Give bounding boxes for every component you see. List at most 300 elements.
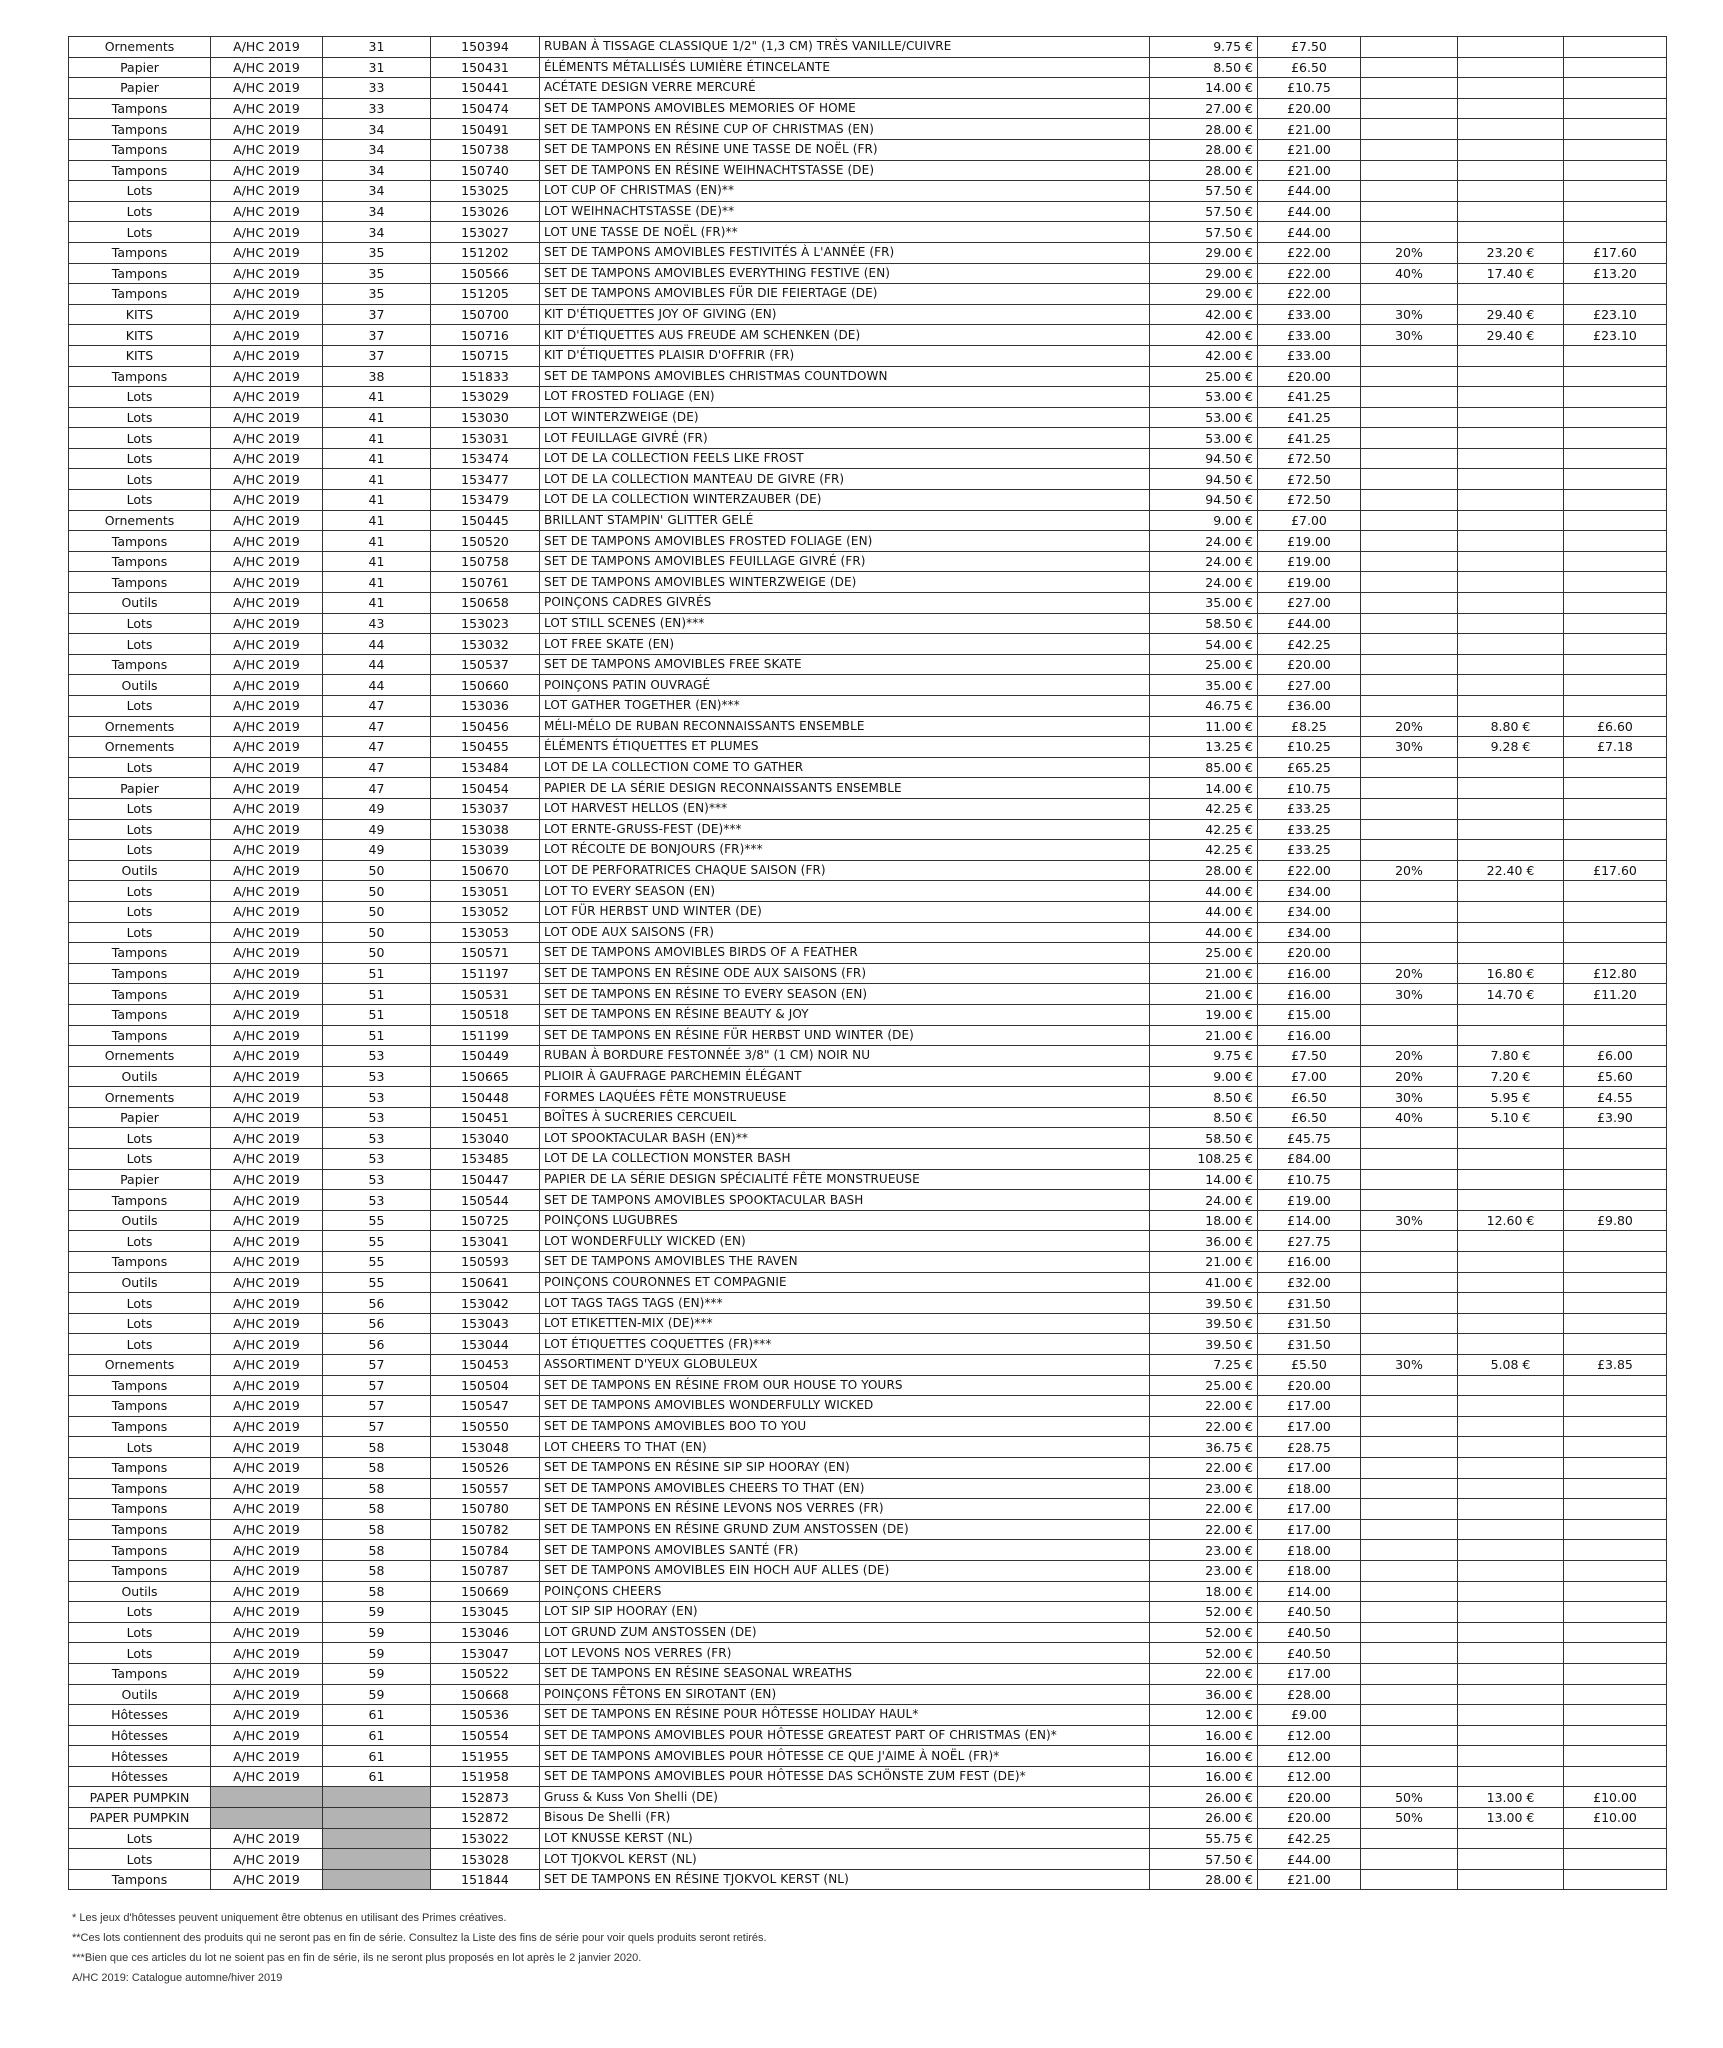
catalogue-cell: A/HC 2019 (211, 1766, 323, 1787)
table-row (69, 78, 1667, 99)
sale-price-eur-cell: 5.08 € (1458, 1355, 1564, 1376)
discount-percent-cell (1361, 901, 1458, 922)
catalogue-cell: A/HC 2019 (211, 1540, 323, 1561)
category-cell: Outils (69, 1581, 211, 1602)
discount-percent-cell (1361, 1828, 1458, 1849)
price-gbp-cell: £27.00 (1258, 593, 1361, 614)
price-eur-cell: 25.00 € (1150, 1375, 1258, 1396)
catalogue-cell: A/HC 2019 (211, 1499, 323, 1520)
price-gbp-cell: £18.00 (1258, 1560, 1361, 1581)
discount-percent-cell (1361, 345, 1458, 366)
catalogue-cell: A/HC 2019 (211, 1046, 323, 1067)
discount-percent-cell (1361, 1375, 1458, 1396)
price-eur-cell: 39.50 € (1150, 1334, 1258, 1355)
discount-percent-cell (1361, 1128, 1458, 1149)
sale-price-gbp-cell: £6.00 (1564, 1046, 1667, 1067)
table-row (69, 98, 1667, 119)
sale-price-gbp-cell: £3.90 (1564, 1107, 1667, 1128)
page-number-cell: 38 (323, 366, 431, 387)
description-cell: POINÇONS CADRES GIVRÉS (540, 593, 1150, 614)
page-number-cell: 57 (323, 1375, 431, 1396)
sale-price-eur-cell (1458, 1581, 1564, 1602)
table-row (69, 1025, 1667, 1046)
price-eur-cell: 29.00 € (1150, 263, 1258, 284)
table-row (69, 716, 1667, 737)
price-eur-cell: 22.00 € (1150, 1519, 1258, 1540)
page-number-cell: 58 (323, 1478, 431, 1499)
category-cell: Lots (69, 1622, 211, 1643)
price-gbp-cell: £72.50 (1258, 490, 1361, 511)
page-number-cell: 61 (323, 1746, 431, 1767)
category-cell: Lots (69, 1128, 211, 1149)
sale-price-gbp-cell: £5.60 (1564, 1066, 1667, 1087)
item-number-cell: 150394 (431, 37, 540, 58)
catalogue-cell: A/HC 2019 (211, 1210, 323, 1231)
page-number-cell: 41 (323, 387, 431, 408)
discount-percent-cell (1361, 181, 1458, 202)
page-number-cell: 55 (323, 1272, 431, 1293)
page-number-cell (323, 1808, 431, 1829)
sale-price-eur-cell (1458, 1499, 1564, 1520)
item-number-cell: 150456 (431, 716, 540, 737)
discount-percent-cell (1361, 531, 1458, 552)
price-gbp-cell: £44.00 (1258, 1849, 1361, 1870)
catalogue-cell: A/HC 2019 (211, 757, 323, 778)
description-cell: POINÇONS LUGUBRES (540, 1210, 1150, 1231)
category-cell: Lots (69, 819, 211, 840)
category-cell: Outils (69, 1066, 211, 1087)
price-gbp-cell: £22.00 (1258, 263, 1361, 284)
discount-percent-cell (1361, 840, 1458, 861)
description-cell: LOT RÉCOLTE DE BONJOURS (FR)*** (540, 840, 1150, 861)
item-number-cell: 151844 (431, 1869, 540, 1890)
sale-price-eur-cell (1458, 1602, 1564, 1623)
discount-percent-cell (1361, 366, 1458, 387)
discount-percent-cell (1361, 1149, 1458, 1170)
page-number-cell: 58 (323, 1437, 431, 1458)
description-cell: MÉLI-MÉLO DE RUBAN RECONNAISSANTS ENSEMBLE (540, 716, 1150, 737)
item-number-cell: 150571 (431, 943, 540, 964)
description-cell: LOT ODE AUX SAISONS (FR) (540, 922, 1150, 943)
page-number-cell: 55 (323, 1252, 431, 1273)
category-cell: Tampons (69, 1025, 211, 1046)
discount-percent-cell (1361, 78, 1458, 99)
catalogue-cell: A/HC 2019 (211, 1602, 323, 1623)
price-gbp-cell: £31.50 (1258, 1293, 1361, 1314)
item-number-cell: 150537 (431, 654, 540, 675)
description-cell: PAPIER DE LA SÉRIE DESIGN RECONNAISSANTS ENSEMBLE (540, 778, 1150, 799)
page-number-cell: 33 (323, 98, 431, 119)
table-row (69, 531, 1667, 552)
description-cell: POINÇONS PATIN OUVRAGÉ (540, 675, 1150, 696)
description-cell: LOT ERNTE-GRUSS-FEST (DE)*** (540, 819, 1150, 840)
price-gbp-cell: £20.00 (1258, 366, 1361, 387)
page-number-cell: 57 (323, 1416, 431, 1437)
table-row (69, 1581, 1667, 1602)
price-gbp-cell: £20.00 (1258, 98, 1361, 119)
page-number-cell: 47 (323, 716, 431, 737)
item-number-cell: 150451 (431, 1107, 540, 1128)
discount-percent-cell: 30% (1361, 1087, 1458, 1108)
discount-percent-cell: 40% (1361, 1107, 1458, 1128)
table-row (69, 1190, 1667, 1211)
sale-price-eur-cell (1458, 593, 1564, 614)
discount-percent-cell (1361, 1231, 1458, 1252)
table-row (69, 943, 1667, 964)
item-number-cell: 150448 (431, 1087, 540, 1108)
sale-price-gbp-cell (1564, 139, 1667, 160)
price-gbp-cell: £7.00 (1258, 1066, 1361, 1087)
price-gbp-cell: £33.00 (1258, 345, 1361, 366)
price-gbp-cell: £45.75 (1258, 1128, 1361, 1149)
category-cell: Lots (69, 901, 211, 922)
catalogue-cell: A/HC 2019 (211, 1169, 323, 1190)
price-gbp-cell: £44.00 (1258, 222, 1361, 243)
table-row (69, 1004, 1667, 1025)
item-number-cell: 153032 (431, 634, 540, 655)
discount-percent-cell (1361, 1746, 1458, 1767)
description-cell: Bisous De Shelli (FR) (540, 1808, 1150, 1829)
table-row (69, 1087, 1667, 1108)
page-number-cell: 50 (323, 860, 431, 881)
price-gbp-cell: £34.00 (1258, 901, 1361, 922)
description-cell: SET DE TAMPONS EN RÉSINE CUP OF CHRISTMAS (EN) (540, 119, 1150, 140)
price-eur-cell: 29.00 € (1150, 242, 1258, 263)
table-row (69, 1746, 1667, 1767)
catalogue-cell: A/HC 2019 (211, 181, 323, 202)
category-cell: Papier (69, 78, 211, 99)
sale-price-eur-cell (1458, 201, 1564, 222)
item-number-cell: 153037 (431, 798, 540, 819)
sale-price-eur-cell: 12.60 € (1458, 1210, 1564, 1231)
price-gbp-cell: £21.00 (1258, 119, 1361, 140)
table-row (69, 963, 1667, 984)
sale-price-eur-cell (1458, 222, 1564, 243)
sale-price-eur-cell (1458, 57, 1564, 78)
discount-percent-cell (1361, 160, 1458, 181)
price-gbp-cell: £34.00 (1258, 922, 1361, 943)
catalogue-cell: A/HC 2019 (211, 1416, 323, 1437)
catalogue-cell: A/HC 2019 (211, 1560, 323, 1581)
catalogue-cell: A/HC 2019 (211, 448, 323, 469)
category-cell: Tampons (69, 119, 211, 140)
sale-price-gbp-cell: £23.10 (1564, 325, 1667, 346)
category-cell: Tampons (69, 1560, 211, 1581)
category-cell: Tampons (69, 284, 211, 305)
description-cell: LOT FÜR HERBST UND WINTER (DE) (540, 901, 1150, 922)
category-cell: Tampons (69, 242, 211, 263)
discount-percent-cell (1361, 922, 1458, 943)
price-eur-cell: 42.25 € (1150, 840, 1258, 861)
table-row (69, 1149, 1667, 1170)
sale-price-gbp-cell (1564, 1396, 1667, 1417)
item-number-cell: 150668 (431, 1684, 540, 1705)
description-cell: LOT UNE TASSE DE NOËL (FR)** (540, 222, 1150, 243)
sale-price-eur-cell (1458, 284, 1564, 305)
sale-price-eur-cell (1458, 428, 1564, 449)
item-number-cell: 153025 (431, 181, 540, 202)
price-eur-cell: 58.50 € (1150, 1128, 1258, 1149)
sale-price-gbp-cell (1564, 119, 1667, 140)
price-gbp-cell: £31.50 (1258, 1334, 1361, 1355)
catalogue-cell: A/HC 2019 (211, 1437, 323, 1458)
page-number-cell: 51 (323, 984, 431, 1005)
item-number-cell: 151202 (431, 242, 540, 263)
category-cell: Lots (69, 1643, 211, 1664)
category-cell: KITS (69, 325, 211, 346)
page-number-cell: 61 (323, 1766, 431, 1787)
category-cell: Ornements (69, 716, 211, 737)
page-number-cell: 61 (323, 1725, 431, 1746)
category-cell: Lots (69, 798, 211, 819)
price-gbp-cell: £16.00 (1258, 1252, 1361, 1273)
price-gbp-cell: £19.00 (1258, 551, 1361, 572)
category-cell: Lots (69, 490, 211, 511)
description-cell: LOT DE LA COLLECTION MANTEAU DE GIVRE (FR) (540, 469, 1150, 490)
description-cell: LOT KNUSSE KERST (NL) (540, 1828, 1150, 1849)
category-cell: Lots (69, 448, 211, 469)
catalogue-cell: A/HC 2019 (211, 1663, 323, 1684)
price-gbp-cell: £10.75 (1258, 78, 1361, 99)
sale-price-eur-cell (1458, 1643, 1564, 1664)
item-number-cell: 150784 (431, 1540, 540, 1561)
discount-percent-cell (1361, 119, 1458, 140)
page-number-cell: 59 (323, 1602, 431, 1623)
description-cell: KIT D'ÉTIQUETTES JOY OF GIVING (EN) (540, 304, 1150, 325)
sale-price-gbp-cell (1564, 1231, 1667, 1252)
footnote: ***Bien que ces articles du lot ne soient pas en fin de série, ils ne seront plus proposés en lot après le 2 janvier 2020. (72, 1952, 642, 1965)
table-row (69, 1313, 1667, 1334)
category-cell: Lots (69, 469, 211, 490)
sale-price-eur-cell: 29.40 € (1458, 304, 1564, 325)
price-gbp-cell: £31.50 (1258, 1313, 1361, 1334)
category-cell: Tampons (69, 1540, 211, 1561)
sale-price-eur-cell: 23.20 € (1458, 242, 1564, 263)
category-cell: Lots (69, 840, 211, 861)
price-eur-cell: 41.00 € (1150, 1272, 1258, 1293)
item-number-cell: 150780 (431, 1499, 540, 1520)
sale-price-eur-cell: 22.40 € (1458, 860, 1564, 881)
item-number-cell: 153026 (431, 201, 540, 222)
price-eur-cell: 23.00 € (1150, 1540, 1258, 1561)
table-row (69, 860, 1667, 881)
description-cell: LOT CUP OF CHRISTMAS (EN)** (540, 181, 1150, 202)
category-cell: Tampons (69, 963, 211, 984)
sale-price-eur-cell: 9.28 € (1458, 737, 1564, 758)
catalogue-cell: A/HC 2019 (211, 510, 323, 531)
description-cell: Gruss & Kuss Von Shelli (DE) (540, 1787, 1150, 1808)
sale-price-eur-cell: 17.40 € (1458, 263, 1564, 284)
item-number-cell: 150518 (431, 1004, 540, 1025)
description-cell: LOT DE LA COLLECTION COME TO GATHER (540, 757, 1150, 778)
item-number-cell: 150531 (431, 984, 540, 1005)
price-eur-cell: 25.00 € (1150, 654, 1258, 675)
price-gbp-cell: £33.00 (1258, 325, 1361, 346)
sale-price-eur-cell (1458, 490, 1564, 511)
sale-price-eur-cell (1458, 1828, 1564, 1849)
sale-price-gbp-cell (1564, 922, 1667, 943)
item-number-cell: 150593 (431, 1252, 540, 1273)
page-number-cell: 41 (323, 593, 431, 614)
price-gbp-cell: £16.00 (1258, 963, 1361, 984)
item-number-cell: 150566 (431, 263, 540, 284)
item-number-cell: 153047 (431, 1643, 540, 1664)
table-row (69, 160, 1667, 181)
price-eur-cell: 55.75 € (1150, 1828, 1258, 1849)
table-row (69, 1231, 1667, 1252)
item-number-cell: 150738 (431, 139, 540, 160)
price-eur-cell: 14.00 € (1150, 1169, 1258, 1190)
sale-price-eur-cell (1458, 840, 1564, 861)
discount-percent-cell: 20% (1361, 1066, 1458, 1087)
item-number-cell: 150431 (431, 57, 540, 78)
catalogue-cell: A/HC 2019 (211, 1272, 323, 1293)
description-cell: SET DE TAMPONS AMOVIBLES CHRISTMAS COUNTDOWN (540, 366, 1150, 387)
category-cell: Tampons (69, 160, 211, 181)
description-cell: SET DE TAMPONS EN RÉSINE POUR HÔTESSE HOLIDAY HAUL* (540, 1705, 1150, 1726)
description-cell: KIT D'ÉTIQUETTES PLAISIR D'OFFRIR (FR) (540, 345, 1150, 366)
sale-price-gbp-cell (1564, 469, 1667, 490)
item-number-cell: 153028 (431, 1849, 540, 1870)
sale-price-gbp-cell (1564, 1705, 1667, 1726)
table-row (69, 634, 1667, 655)
sale-price-gbp-cell (1564, 98, 1667, 119)
page-number-cell: 35 (323, 263, 431, 284)
catalogue-cell: A/HC 2019 (211, 1128, 323, 1149)
price-eur-cell: 22.00 € (1150, 1396, 1258, 1417)
table-row (69, 1066, 1667, 1087)
description-cell: RUBAN À BORDURE FESTONNÉE 3/8" (1 CM) NOIR NU (540, 1046, 1150, 1067)
price-eur-cell: 24.00 € (1150, 551, 1258, 572)
description-cell: SET DE TAMPONS AMOVIBLES POUR HÔTESSE DAS SCHÖNSTE ZUM FEST (DE)* (540, 1766, 1150, 1787)
catalogue-cell: A/HC 2019 (211, 634, 323, 655)
page-number-cell: 44 (323, 654, 431, 675)
discount-percent-cell (1361, 778, 1458, 799)
price-gbp-cell: £20.00 (1258, 1808, 1361, 1829)
sale-price-eur-cell (1458, 160, 1564, 181)
sale-price-eur-cell (1458, 510, 1564, 531)
catalogue-cell: A/HC 2019 (211, 860, 323, 881)
price-eur-cell: 8.50 € (1150, 57, 1258, 78)
category-cell: Tampons (69, 1519, 211, 1540)
price-gbp-cell: £72.50 (1258, 469, 1361, 490)
category-cell: PAPER PUMPKIN (69, 1787, 211, 1808)
sale-price-eur-cell (1458, 798, 1564, 819)
description-cell: LOT SPOOKTACULAR BASH (EN)** (540, 1128, 1150, 1149)
table-row (69, 325, 1667, 346)
sale-price-eur-cell (1458, 407, 1564, 428)
catalogue-cell: A/HC 2019 (211, 1355, 323, 1376)
item-number-cell: 153038 (431, 819, 540, 840)
sale-price-eur-cell (1458, 1540, 1564, 1561)
discount-percent-cell (1361, 387, 1458, 408)
price-gbp-cell: £32.00 (1258, 1272, 1361, 1293)
discount-percent-cell: 50% (1361, 1787, 1458, 1808)
table-row (69, 757, 1667, 778)
price-eur-cell: 23.00 € (1150, 1560, 1258, 1581)
catalogue-cell: A/HC 2019 (211, 1087, 323, 1108)
discount-percent-cell (1361, 634, 1458, 655)
price-eur-cell: 13.25 € (1150, 737, 1258, 758)
item-number-cell: 153485 (431, 1149, 540, 1170)
page-number-cell: 49 (323, 819, 431, 840)
catalogue-cell: A/HC 2019 (211, 654, 323, 675)
page-number-cell (323, 1869, 431, 1890)
item-number-cell: 153477 (431, 469, 540, 490)
page-number-cell: 55 (323, 1231, 431, 1252)
price-gbp-cell: £15.00 (1258, 1004, 1361, 1025)
page-number-cell: 34 (323, 119, 431, 140)
category-cell: Tampons (69, 1190, 211, 1211)
sale-price-eur-cell (1458, 1149, 1564, 1170)
sale-price-gbp-cell (1564, 1499, 1667, 1520)
category-cell: Tampons (69, 1252, 211, 1273)
sale-price-gbp-cell (1564, 387, 1667, 408)
discount-percent-cell (1361, 675, 1458, 696)
price-eur-cell: 28.00 € (1150, 1869, 1258, 1890)
table-row (69, 1478, 1667, 1499)
table-row (69, 984, 1667, 1005)
sale-price-eur-cell (1458, 1849, 1564, 1870)
category-cell: Hôtesses (69, 1766, 211, 1787)
description-cell: SET DE TAMPONS AMOVIBLES FÜR DIE FEIERTAGE (DE) (540, 284, 1150, 305)
page-number-cell: 56 (323, 1334, 431, 1355)
description-cell: SET DE TAMPONS EN RÉSINE FROM OUR HOUSE TO YOURS (540, 1375, 1150, 1396)
catalogue-cell: A/HC 2019 (211, 366, 323, 387)
description-cell: POINÇONS CHEERS (540, 1581, 1150, 1602)
price-gbp-cell: £34.00 (1258, 881, 1361, 902)
category-cell: Ornements (69, 1087, 211, 1108)
sale-price-eur-cell (1458, 448, 1564, 469)
page-number-cell: 58 (323, 1560, 431, 1581)
page-number-cell: 34 (323, 160, 431, 181)
sale-price-gbp-cell (1564, 1746, 1667, 1767)
price-eur-cell: 42.25 € (1150, 819, 1258, 840)
description-cell: LOT WONDERFULLY WICKED (EN) (540, 1231, 1150, 1252)
description-cell: POINÇONS COURONNES ET COMPAGNIE (540, 1272, 1150, 1293)
sale-price-eur-cell: 13.00 € (1458, 1787, 1564, 1808)
description-cell: SET DE TAMPONS AMOVIBLES POUR HÔTESSE CE QUE J'AIME À NOËL (FR)* (540, 1746, 1150, 1767)
price-eur-cell: 16.00 € (1150, 1746, 1258, 1767)
price-gbp-cell: £7.00 (1258, 510, 1361, 531)
item-number-cell: 150455 (431, 737, 540, 758)
table-row (69, 1828, 1667, 1849)
sale-price-gbp-cell (1564, 1190, 1667, 1211)
sale-price-gbp-cell (1564, 531, 1667, 552)
price-eur-cell: 18.00 € (1150, 1581, 1258, 1602)
price-eur-cell: 42.00 € (1150, 345, 1258, 366)
item-number-cell: 150715 (431, 345, 540, 366)
sale-price-gbp-cell (1564, 1272, 1667, 1293)
description-cell: SET DE TAMPONS AMOVIBLES MEMORIES OF HOME (540, 98, 1150, 119)
description-cell: ASSORTIMENT D'YEUX GLOBULEUX (540, 1355, 1150, 1376)
page-number-cell: 58 (323, 1457, 431, 1478)
item-number-cell: 151833 (431, 366, 540, 387)
price-eur-cell: 57.50 € (1150, 1849, 1258, 1870)
sale-price-eur-cell (1458, 1478, 1564, 1499)
item-number-cell: 153029 (431, 387, 540, 408)
price-gbp-cell: £42.25 (1258, 634, 1361, 655)
discount-percent-cell (1361, 1602, 1458, 1623)
price-eur-cell: 35.00 € (1150, 675, 1258, 696)
item-number-cell: 151197 (431, 963, 540, 984)
sale-price-gbp-cell: £13.20 (1564, 263, 1667, 284)
price-gbp-cell: £42.25 (1258, 1828, 1361, 1849)
price-gbp-cell: £33.25 (1258, 819, 1361, 840)
catalogue-cell: A/HC 2019 (211, 675, 323, 696)
category-cell: Ornements (69, 510, 211, 531)
page-number-cell: 41 (323, 551, 431, 572)
